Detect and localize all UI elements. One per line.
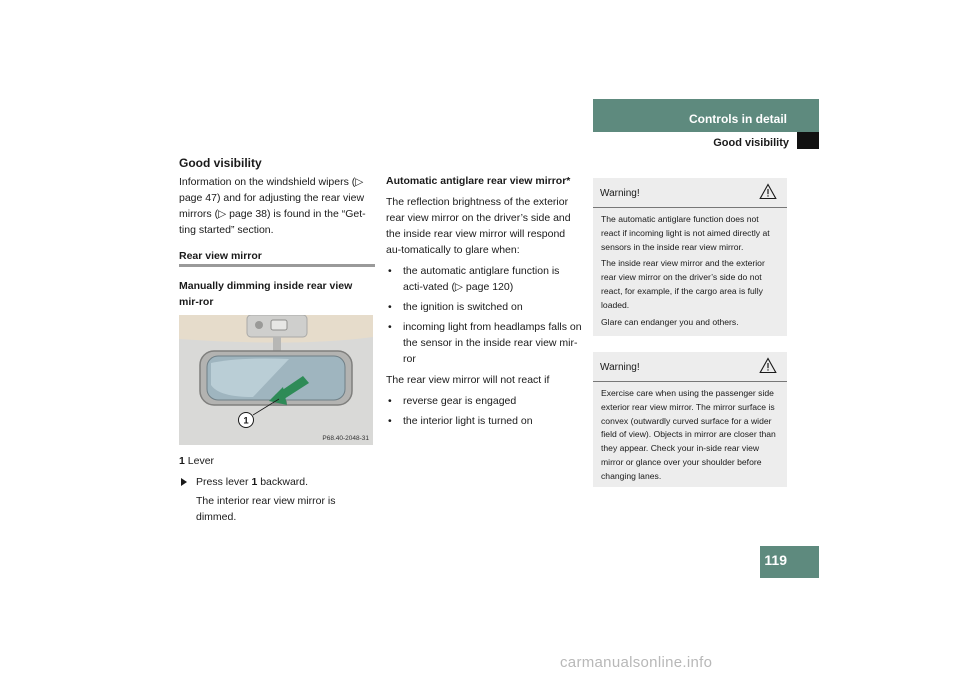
instruction-step: Press lever 1 backward. (179, 474, 375, 490)
rear-mirror-heading: Rear view mirror (179, 250, 262, 262)
figure-legend (179, 453, 375, 469)
warning-title: Warning! (600, 362, 640, 373)
header-subsection-title: Good visibility (713, 137, 789, 149)
column-2 (386, 173, 582, 434)
list-item: • reverse gear is engaged (386, 393, 582, 409)
figure-code: P68.40-2048-31 (322, 435, 369, 442)
warning-text: Glare can endanger you and others. (601, 316, 739, 327)
warning-header (593, 352, 787, 382)
exceptions-list (386, 393, 582, 429)
warning-body (593, 382, 787, 493)
header-section-title: Controls in detail (688, 112, 787, 126)
warning-text: Exercise care when using the passenger side exterior rear view mirror. The mirror surface is convex (outwardly curved surface for a wider field of view). Objects in mirror are closer than they appear. Check your in-side rear view mirror or glance over your shoulder before changing lanes. (601, 388, 776, 481)
page-number: 119 (764, 552, 787, 568)
page-title: Good visibility (179, 156, 262, 170)
no-react-paragraph: The rear view mirror will not react if (386, 374, 550, 386)
warning-box-2 (593, 352, 787, 487)
list-item: • the automatic antiglare function is acti-vated (▷ page 120) (386, 263, 582, 295)
list-item: • the interior light is turned on (386, 413, 582, 429)
antiglare-heading: Automatic antiglare rear view mirror* (386, 175, 571, 187)
column-1 (179, 155, 375, 525)
list-item: • incoming light from headlamps falls on the sensor in the inside rear view mir-ror (386, 319, 582, 367)
antiglare-paragraph: The reflection brightness of the exterior rear view mirror on the driver’s side and the inside rear view mirror will respond au-tomatically to glare when: (386, 196, 571, 256)
header-subsection-bar (593, 132, 797, 149)
conditions-list (386, 263, 582, 367)
warning-text: The inside rear view mirror and the exterior rear view mirror on the driver’s side do not react, for example, if the cargo area is fully loaded. (601, 258, 765, 310)
header-section-bar (593, 99, 819, 132)
warning-triangle-icon (759, 183, 777, 200)
warning-text: The automatic antiglare function does not react if incoming light is not aimed directly at sensors in the inside rear view mirror. (601, 214, 770, 252)
header-black-tab (797, 132, 819, 149)
warning-body (593, 208, 787, 338)
warning-box-1 (593, 178, 787, 336)
heading-rule (179, 264, 375, 267)
warning-title: Warning! (600, 188, 640, 199)
watermark: carmanualsonline.info (560, 654, 713, 671)
warning-header (593, 178, 787, 208)
figure-callout: 1 (243, 415, 249, 427)
legend-number: 1 (179, 455, 185, 467)
intro-paragraph: Information on the windshield wipers (▷ page 47) and for adjusting the rear view mirrors (▷ page 38) is found in the “Get-ting started” section. (179, 176, 366, 236)
page-number-box (760, 546, 819, 578)
legend-text: Lever (187, 455, 215, 467)
instruction-result: The interior rear view mirror is dimmed. (196, 495, 336, 523)
mirror-illustration (179, 315, 373, 445)
warning-triangle-icon (759, 357, 777, 374)
list-item: • the ignition is switched on (386, 299, 582, 315)
manual-dimming-heading: Manually dimming inside rear view mir-ror (179, 280, 353, 308)
